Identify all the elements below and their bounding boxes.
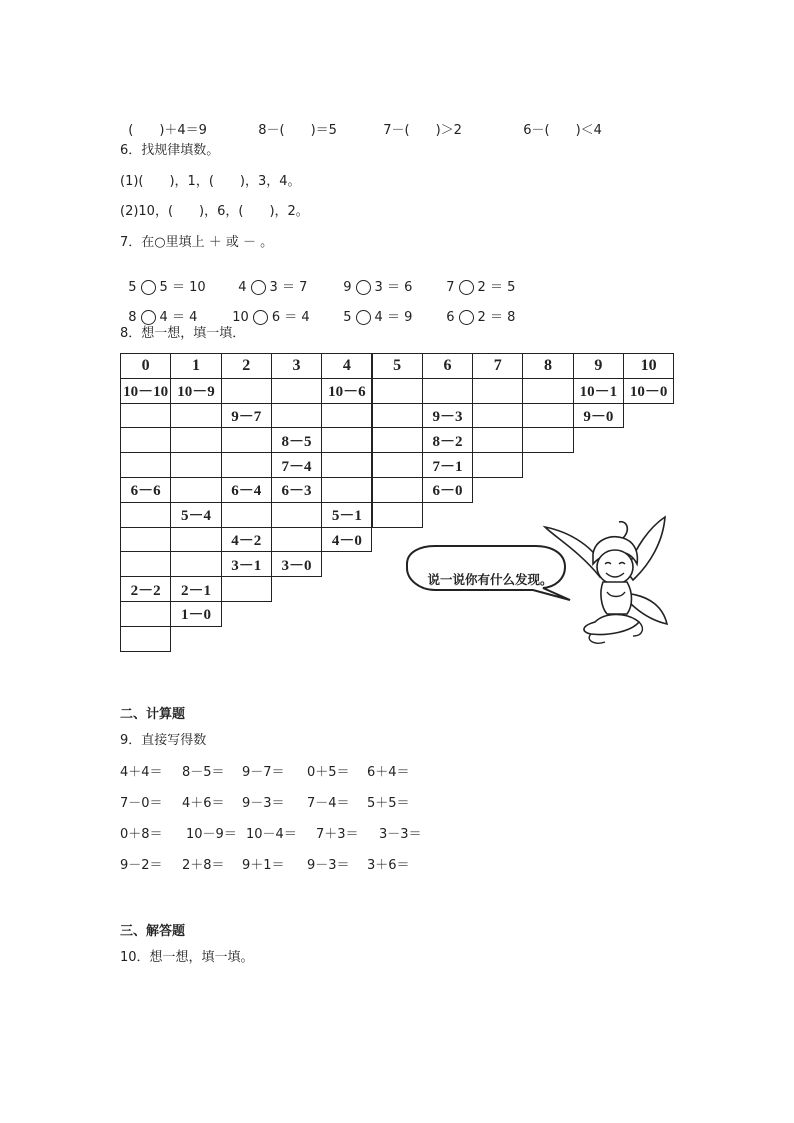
table-blank-cell[interactable] [472, 427, 523, 453]
calc-item: 4＋4＝ [120, 765, 163, 780]
q5-item-3: 7－( )＞2 [383, 123, 462, 138]
table-header-cell: 7 [472, 353, 523, 379]
calc-item: 3＋6＝ [367, 858, 410, 873]
table-header-cell: 1 [170, 353, 221, 379]
table-cell: 10－0 [623, 378, 674, 404]
table-blank-cell[interactable] [271, 378, 322, 404]
table-blank-cell[interactable] [472, 403, 523, 429]
operand: 5 [343, 310, 352, 325]
calc-line [120, 823, 422, 842]
table-blank-cell[interactable] [120, 452, 171, 478]
q9-title: 9．直接写得数 [120, 733, 207, 748]
answer-circle[interactable] [356, 310, 371, 325]
table-blank-cell[interactable] [120, 527, 171, 553]
table-blank-cell[interactable] [120, 626, 171, 652]
calc-item: 9－3＝ [242, 796, 285, 811]
table-blank-cell[interactable] [170, 403, 221, 429]
table-blank-cell[interactable] [221, 427, 272, 453]
table-cell: 9－0 [573, 403, 624, 429]
table-cell: 7－4 [271, 452, 322, 478]
table-cell: 2－2 [120, 576, 171, 602]
calc-item: 10－9＝ [186, 827, 237, 842]
calc-item: 9－2＝ [120, 858, 163, 873]
table-blank-cell[interactable] [170, 477, 221, 503]
table-cell: 9－3 [422, 403, 473, 429]
table-blank-cell[interactable] [221, 378, 272, 404]
table-blank-cell[interactable] [120, 403, 171, 429]
operand: 4 ＝ 4 [159, 310, 198, 325]
table-blank-cell[interactable] [221, 502, 272, 528]
q7-title: 7．在○里填上 ＋ 或 － 。 [120, 235, 274, 250]
answer-circle[interactable] [459, 310, 474, 325]
q5-equation-line [120, 104, 602, 138]
calc-item: 0＋5＝ [307, 765, 350, 780]
q10-title: 10．想一想，填一填。 [120, 950, 254, 965]
table-header-cell: 9 [573, 353, 624, 379]
table-blank-cell[interactable] [271, 502, 322, 528]
calc-item: 6＋4＝ [367, 765, 410, 780]
table-blank-cell[interactable] [120, 502, 171, 528]
table-cell: 6－6 [120, 477, 171, 503]
speech-bubble-text: 说一说你有什么发现。 [427, 572, 553, 587]
table-cell: 6－4 [221, 477, 272, 503]
table-cell: 7－1 [422, 452, 473, 478]
calc-line [120, 854, 410, 873]
table-cell: 9－7 [221, 403, 272, 429]
section-2-heading: 二、计算题 [120, 707, 186, 722]
table-cell: 4－2 [221, 527, 272, 553]
q8-title: 8．想一想，填一填． [120, 326, 246, 341]
q5-item-2: 8－( )＝5 [258, 123, 337, 138]
calc-line [120, 761, 410, 780]
operand: 7 [446, 280, 455, 295]
table-blank-cell[interactable] [472, 452, 523, 478]
calc-line [120, 792, 410, 811]
calc-item: 2＋8＝ [182, 858, 225, 873]
operand: 5 [128, 280, 137, 295]
table-blank-cell[interactable] [120, 427, 171, 453]
table-header-cell: 10 [623, 353, 674, 379]
table-blank-cell[interactable] [522, 403, 573, 429]
q5-item-4: 6－( )＜4 [523, 123, 602, 138]
operand: 4 ＝ 9 [374, 310, 413, 325]
table-cell: 3－0 [271, 551, 322, 577]
operand: 4 [238, 280, 247, 295]
operand: 6 [446, 310, 455, 325]
operand: 6 ＝ 4 [271, 310, 310, 325]
table-cell: 10－6 [321, 378, 372, 404]
table-cell: 6－0 [422, 477, 473, 503]
table-blank-cell[interactable] [271, 403, 322, 429]
table-cell: 4－0 [321, 527, 372, 553]
table-blank-cell[interactable] [170, 527, 221, 553]
table-blank-cell[interactable] [221, 452, 272, 478]
operand: 2 ＝ 8 [477, 310, 516, 325]
table-blank-cell[interactable] [170, 427, 221, 453]
q7-row-1 [120, 261, 515, 295]
table-blank-cell[interactable] [522, 427, 573, 453]
q7-row2-item [232, 306, 343, 325]
calc-item: 9－7＝ [242, 765, 285, 780]
table-blank-cell[interactable] [321, 403, 372, 429]
calc-item: 8－5＝ [182, 765, 225, 780]
table-header-cell: 4 [321, 353, 372, 379]
table-blank-cell[interactable] [271, 527, 322, 553]
calc-item: 7－4＝ [307, 796, 350, 811]
section-3-heading: 三、解答题 [120, 924, 186, 939]
table-cell: 8－2 [422, 427, 473, 453]
table-blank-cell[interactable] [372, 403, 423, 429]
q7-row-2 [120, 291, 515, 325]
table-header-cell: 0 [120, 353, 171, 379]
calc-item: 7＋3＝ [316, 827, 359, 842]
table-cell: 10－1 [573, 378, 624, 404]
table-header-cell: 2 [221, 353, 272, 379]
table-cell: 2－1 [170, 576, 221, 602]
calc-item: 4＋6＝ [182, 796, 225, 811]
operand: 2 ＝ 5 [477, 280, 516, 295]
table-cell: 8－5 [271, 427, 322, 453]
operand: 9 [343, 280, 352, 295]
operand: 3 ＝ 7 [269, 280, 308, 295]
table-header-cell: 6 [422, 353, 473, 379]
q7-row2-item [343, 306, 446, 325]
table-blank-cell[interactable] [321, 427, 372, 453]
operand: 8 [128, 310, 137, 325]
table-blank-cell[interactable] [372, 452, 423, 478]
table-cell: 6－3 [271, 477, 322, 503]
table-blank-cell[interactable] [170, 551, 221, 577]
calc-item: 9＋1＝ [242, 858, 285, 873]
table-blank-cell[interactable] [372, 427, 423, 453]
table-blank-cell[interactable] [120, 551, 171, 577]
table-blank-cell[interactable] [372, 378, 423, 404]
calc-item: 7－0＝ [120, 796, 163, 811]
table-blank-cell[interactable] [422, 378, 473, 404]
q6-title: 6．找规律填数。 [120, 143, 220, 158]
table-cell: 5－1 [321, 502, 372, 528]
table-blank-cell[interactable] [472, 378, 523, 404]
table-header-cell: 8 [522, 353, 573, 379]
calc-item: 10－4＝ [246, 827, 297, 842]
table-cell: 10－9 [170, 378, 221, 404]
table-cell: 3－1 [221, 551, 272, 577]
table-blank-cell[interactable] [221, 576, 272, 602]
table-cell: 10－10 [120, 378, 171, 404]
table-header-cell: 3 [271, 353, 322, 379]
operand: 10 [232, 310, 249, 325]
q7-row2-item [446, 306, 515, 325]
q5-item-1: ( )＋4＝9 [128, 123, 207, 138]
q6-line-1: (1)( )，1，( )，3，4。 [120, 174, 301, 189]
q6-line-2: (2)10，( )，6，( )，2。 [120, 204, 309, 219]
table-cell: 1－0 [170, 601, 221, 627]
table-blank-cell[interactable] [522, 378, 573, 404]
operand: 5 ＝ 10 [159, 280, 206, 295]
table-blank-cell[interactable] [321, 452, 372, 478]
calc-item: 9－3＝ [307, 858, 350, 873]
table-blank-cell[interactable] [321, 477, 372, 503]
calc-item: 5＋5＝ [367, 796, 410, 811]
calc-item: 0＋8＝ [120, 827, 163, 842]
table-blank-cell[interactable] [372, 477, 423, 503]
calc-item: 3－3＝ [379, 827, 422, 842]
table-blank-cell[interactable] [170, 452, 221, 478]
table-header-cell: 5 [372, 353, 423, 379]
answer-circle[interactable] [253, 310, 268, 325]
table-blank-cell[interactable] [120, 601, 171, 627]
table-cell: 5－4 [170, 502, 221, 528]
operand: 3 ＝ 6 [374, 280, 413, 295]
